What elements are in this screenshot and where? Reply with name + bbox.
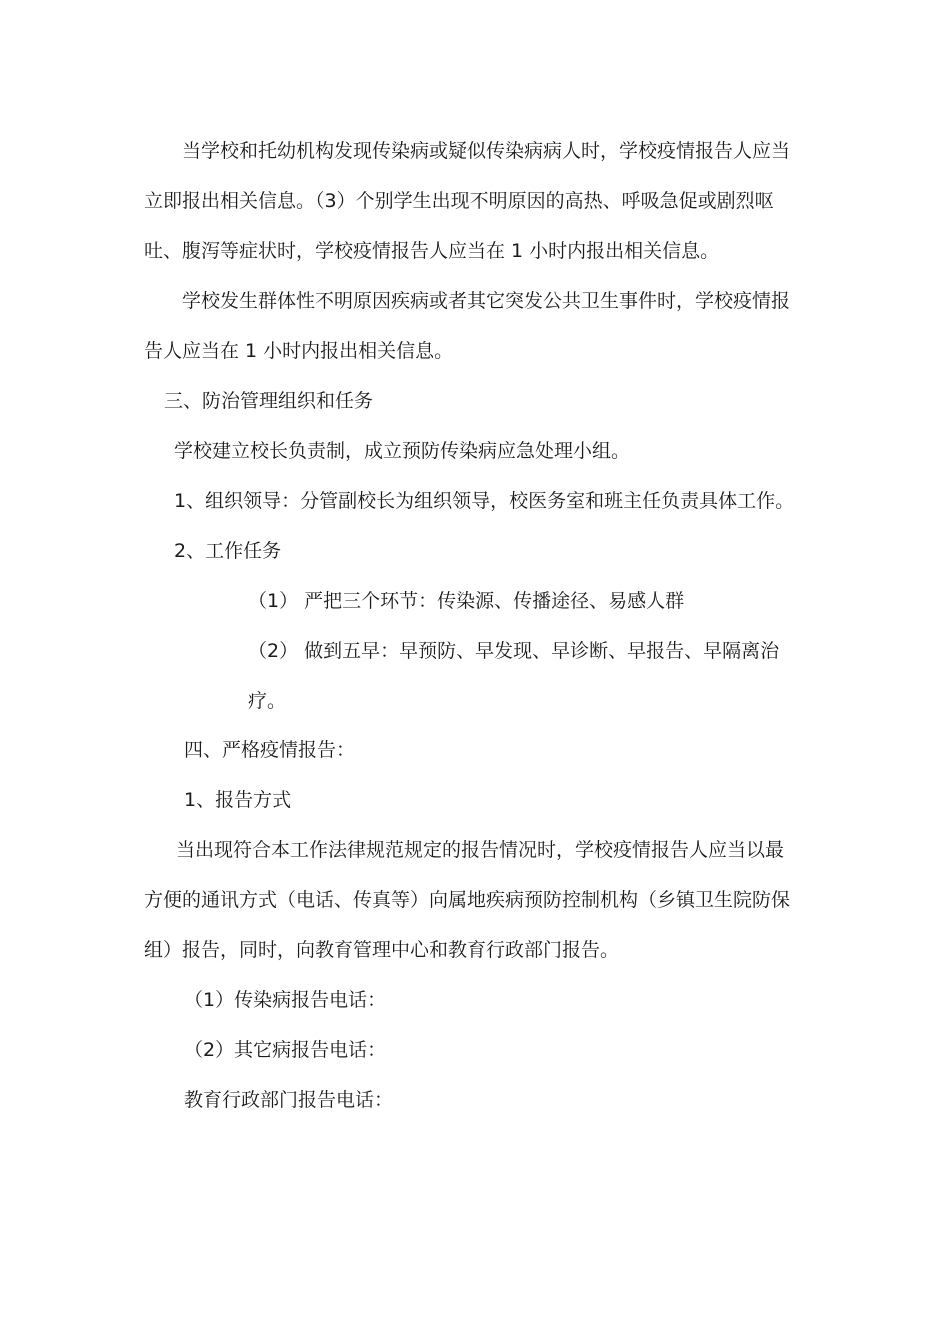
paragraph-line: 当出现符合本工作法律规范规定的报告情况时，学校疫情报告人应当以最 xyxy=(176,839,785,861)
section-heading: 三、防治管理组织和任务 xyxy=(164,390,374,412)
paragraph-line: 学校建立校长负责制，成立预防传染病应急处理小组。 xyxy=(174,440,631,462)
phone-line: （1）传染病报告电话： xyxy=(184,989,387,1011)
paragraph-line: 立即报出相关信息。（3）个别学生出现不明原因的高热、呼吸急促或剧烈呕 xyxy=(144,190,774,212)
list-item: 1、组织领导：分管副校长为组织领导，校医务室和班主任负责具体工作。 xyxy=(174,490,795,512)
paragraph-line: 吐、腹泻等症状时，学校疫情报告人应当在 1 小时内报出相关信息。 xyxy=(144,240,720,262)
paragraph-line: 告人应当在 1 小时内报出相关信息。 xyxy=(144,340,454,362)
phone-line: （2）其它病报告电话： xyxy=(184,1039,387,1061)
paragraph-line: 当学校和托幼机构发现传染病或疑似传染病病人时，学校疫情报告人应当 xyxy=(182,140,791,162)
phone-line: 教育行政部门报告电话： xyxy=(184,1089,394,1111)
list-item: 2、工作任务 xyxy=(174,540,282,562)
paragraph-line: 学校发生群体性不明原因疾病或者其它突发公共卫生事件时，学校疫情报 xyxy=(182,290,791,312)
list-item: 1、报告方式 xyxy=(184,789,292,811)
sub-list-item: （2） 做到五早：早预防、早发现、早诊断、早报告、早隔离治 xyxy=(248,640,780,662)
paragraph-line: 组）报告，同时，向教育管理中心和教育行政部门报告。 xyxy=(144,939,620,961)
sub-list-item: （1） 严把三个环节：传染源、传播途径、易感人群 xyxy=(248,590,685,612)
paragraph-line: 方便的通讯方式（电话、传真等）向属地疾病预防控制机构（乡镇卫生院防保 xyxy=(144,889,791,911)
section-heading: 四、严格疫情报告： xyxy=(184,739,356,761)
sub-list-item: 疗。 xyxy=(248,690,287,712)
